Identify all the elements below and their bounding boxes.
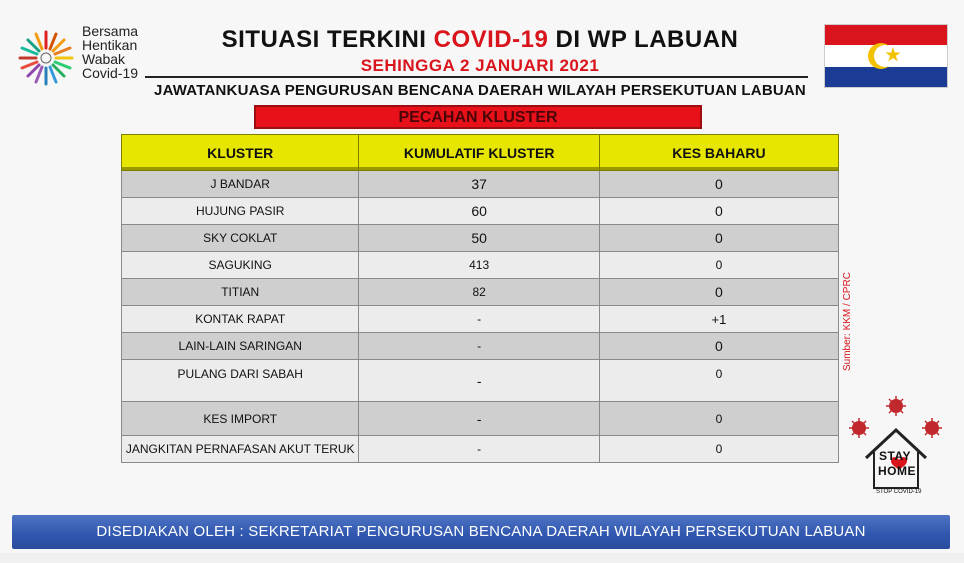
cell-kumulatif: - bbox=[359, 333, 599, 360]
cell-baharu: 0 bbox=[599, 279, 838, 306]
cell-kumulatif: 60 bbox=[359, 198, 599, 225]
cell-baharu: +1 bbox=[599, 306, 838, 333]
stop-covid-text: STOP COVID-19 bbox=[876, 489, 922, 495]
cell-baharu: 0 bbox=[599, 333, 838, 360]
title-divider bbox=[145, 76, 808, 78]
cell-kumulatif: 82 bbox=[359, 279, 599, 306]
house-virus-icon bbox=[846, 394, 946, 494]
home-text: HOME bbox=[878, 464, 916, 478]
cell-baharu: 0 bbox=[599, 171, 838, 198]
cell-kluster: SKY COKLAT bbox=[122, 225, 359, 252]
cell-kumulatif: 37 bbox=[359, 171, 599, 198]
cell-kluster: LAIN-LAIN SARINGAN bbox=[122, 333, 359, 360]
table-row bbox=[122, 225, 839, 252]
cell-kumulatif: - bbox=[359, 436, 599, 463]
cell-kluster: KES IMPORT bbox=[122, 402, 359, 436]
cell-kumulatif: - bbox=[359, 306, 599, 333]
cell-baharu: 0 bbox=[599, 360, 838, 402]
cell-kumulatif: 50 bbox=[359, 225, 599, 252]
cell-kluster: JANGKITAN PERNAFASAN AKUT TERUK bbox=[122, 436, 359, 463]
footer-banner: DISEDIAKAN OLEH : SEKRETARIAT PENGURUSAN BENCANA DAERAH WILAYAH PERSEKUTUAN LABUAN bbox=[12, 515, 950, 549]
stay-home-logo bbox=[846, 394, 946, 498]
table-row bbox=[122, 333, 839, 360]
section-banner: PECAHAN KLUSTER bbox=[254, 105, 702, 129]
crescent-star-icon bbox=[863, 36, 903, 76]
cell-baharu: 0 bbox=[599, 436, 838, 463]
cell-kumulatif: - bbox=[359, 360, 599, 402]
table-row bbox=[122, 402, 839, 436]
table-row bbox=[122, 436, 839, 463]
footer-strip bbox=[0, 553, 964, 563]
table-header-row bbox=[122, 135, 839, 171]
title-prefix: SITUASI TERKINI bbox=[221, 26, 434, 53]
header-kluster: KLUSTER bbox=[122, 135, 359, 171]
page-title bbox=[150, 26, 810, 54]
bersama-hentikan-logo bbox=[14, 20, 154, 90]
title-suffix: DI WP LABUAN bbox=[548, 26, 739, 53]
cell-kluster: J BANDAR bbox=[122, 171, 359, 198]
cell-kumulatif: - bbox=[359, 402, 599, 436]
date-line: SEHINGGA 2 JANUARI 2021 bbox=[360, 56, 600, 75]
logo-line-1: Bersama bbox=[82, 23, 139, 39]
table-row bbox=[122, 306, 839, 333]
table-row bbox=[122, 171, 839, 198]
cell-kluster: PULANG DARI SABAH bbox=[122, 360, 359, 402]
cell-kluster: SAGUKING bbox=[122, 252, 359, 279]
table-row bbox=[122, 279, 839, 306]
cell-baharu: 0 bbox=[599, 402, 838, 436]
table-row bbox=[122, 360, 839, 402]
cell-baharu: 0 bbox=[599, 225, 838, 252]
labuan-flag bbox=[824, 24, 948, 88]
logo-line-2: Hentikan bbox=[82, 37, 138, 53]
logo-line-3: Wabak bbox=[82, 51, 126, 67]
committee-name: JAWATANKUASA PENGURUSAN BENCANA DAERAH WILAYAH PERSEKUTUAN LABUAN bbox=[154, 82, 806, 99]
cluster-table bbox=[121, 134, 839, 463]
table-row bbox=[122, 198, 839, 225]
cell-kluster: HUJUNG PASIR bbox=[122, 198, 359, 225]
header-kes-baharu: KES BAHARU bbox=[599, 135, 838, 171]
source-note: Sumber: KKM / CPRC bbox=[842, 272, 853, 372]
cell-kluster: KONTAK RAPAT bbox=[122, 306, 359, 333]
cell-kluster: TITIAN bbox=[122, 279, 359, 306]
stay-text: STAY bbox=[879, 449, 912, 463]
cell-baharu: 0 bbox=[599, 252, 838, 279]
sunburst-icon bbox=[14, 26, 78, 90]
cell-kumulatif: 413 bbox=[359, 252, 599, 279]
title-highlight: COVID-19 bbox=[433, 26, 549, 53]
logo-line-4: Covid-19 bbox=[82, 65, 139, 81]
cell-baharu: 0 bbox=[599, 198, 838, 225]
header-kumulatif: KUMULATIF KLUSTER bbox=[359, 135, 599, 171]
table-row bbox=[122, 252, 839, 279]
